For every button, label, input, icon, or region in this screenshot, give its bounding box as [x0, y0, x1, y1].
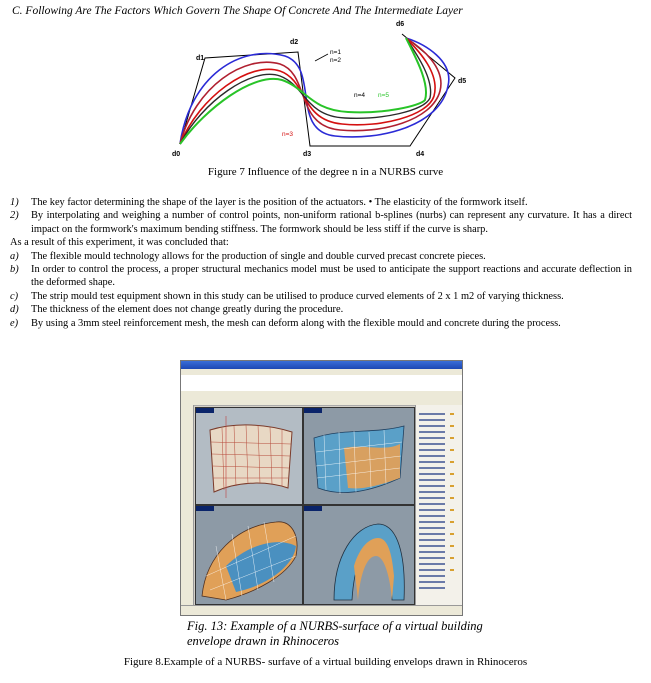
viewport-label: [304, 408, 322, 413]
list-text: By interpolating and weighing a number of control points, non-uniform rational b-splines (nurbs) can represent any curvature. It has a direct impact on the formwork's maximum bending stiffness. The formwork should be less stiff if the curve is sharp.: [31, 210, 632, 235]
list-text: The thickness of the element does not change greatly during the procedure.: [31, 304, 344, 316]
label-n4: n=4: [354, 92, 366, 99]
label-n1: n=1: [330, 49, 342, 56]
label-d3: d3: [303, 151, 312, 158]
list-text: The strip mould test equipment shown in this study can be utilised to produce curved elements of 2 x 1 m2 of varying thickness.: [31, 290, 564, 302]
viewport-label: [196, 408, 214, 413]
list-item: [10, 317, 632, 330]
label-n3: n=3: [282, 131, 294, 138]
list-marker: 1): [10, 197, 19, 208]
left-toolbar: [181, 405, 194, 605]
command-area: [181, 375, 462, 392]
toolbar: [181, 391, 462, 406]
section-heading: C. Following Are The Factors Which Govern The Shape Of Concrete And The Intermediate Layer: [12, 5, 463, 17]
list-item: [10, 290, 632, 303]
surface-right-view: [304, 506, 414, 604]
viewport-perspective: [303, 407, 415, 505]
list-marker: e): [10, 317, 19, 329]
figure-13-caption: Fig. 13: Example of a NURBS-surface of a virtual building envelope drawn in Rhinoceros: [187, 619, 483, 648]
label-n5: n=5: [378, 92, 390, 99]
list-text: By using a 3mm steel reinforcement mesh, the mesh can deform along with the flexible mould and concrete during the process.: [31, 317, 561, 329]
viewport-front: [195, 505, 303, 605]
list-marker: 2): [10, 210, 19, 222]
window-titlebar: [181, 361, 462, 369]
viewport-right: [303, 505, 415, 605]
list-item: [10, 263, 632, 290]
viewport-label: [196, 506, 214, 511]
surface-top-view: [196, 408, 302, 504]
rhinoceros-screenshot: [180, 360, 463, 616]
nurbs-degree-diagram: [170, 16, 490, 164]
list-text: The flexible mould technology allows for the production of single and double curved precast concrete pieces.: [31, 250, 486, 262]
list-item: [10, 303, 632, 316]
label-d2: d2: [290, 39, 299, 46]
surface-front-view: [196, 506, 302, 604]
list-marker: c): [10, 290, 19, 302]
layers-list: [416, 405, 463, 605]
viewport-label: [304, 506, 322, 511]
viewport-top: [195, 407, 303, 505]
label-d0: d0: [172, 151, 181, 158]
surface-perspective-view: [304, 408, 414, 504]
layers-panel: [415, 405, 463, 605]
figure-7-caption: Figure 7 Influence of the degree n in a NURBS curve: [207, 166, 444, 178]
status-bar: [181, 605, 462, 616]
list-marker: a): [10, 250, 19, 262]
list-text: The key factor determining the shape of the layer is the position of the actuators. • The elasticity of the formwork itself.: [31, 197, 528, 208]
figure-8-caption: Figure 8.Example of a NURBS- surfave of a virtual building envelops drawn in Rhinoceros: [123, 656, 528, 668]
list-marker: d): [10, 304, 19, 316]
label-d4: d4: [416, 151, 425, 158]
label-d6: d6: [396, 21, 405, 28]
list-item: [10, 209, 632, 236]
conclusion-intro: As a result of this experiment, it was concluded that:: [10, 237, 229, 249]
label-n2: n=2: [330, 57, 342, 64]
list-text: In order to control the process, a proper structural mechanics model must be used to anticipate the support reactions and accurate deflection in the deformed shape.: [31, 264, 632, 289]
list-item: [10, 196, 632, 209]
list-marker: b): [10, 264, 19, 276]
label-d1: d1: [196, 55, 205, 62]
label-d5: d5: [458, 78, 467, 85]
body-text: [10, 196, 632, 330]
list-item: [10, 250, 632, 263]
